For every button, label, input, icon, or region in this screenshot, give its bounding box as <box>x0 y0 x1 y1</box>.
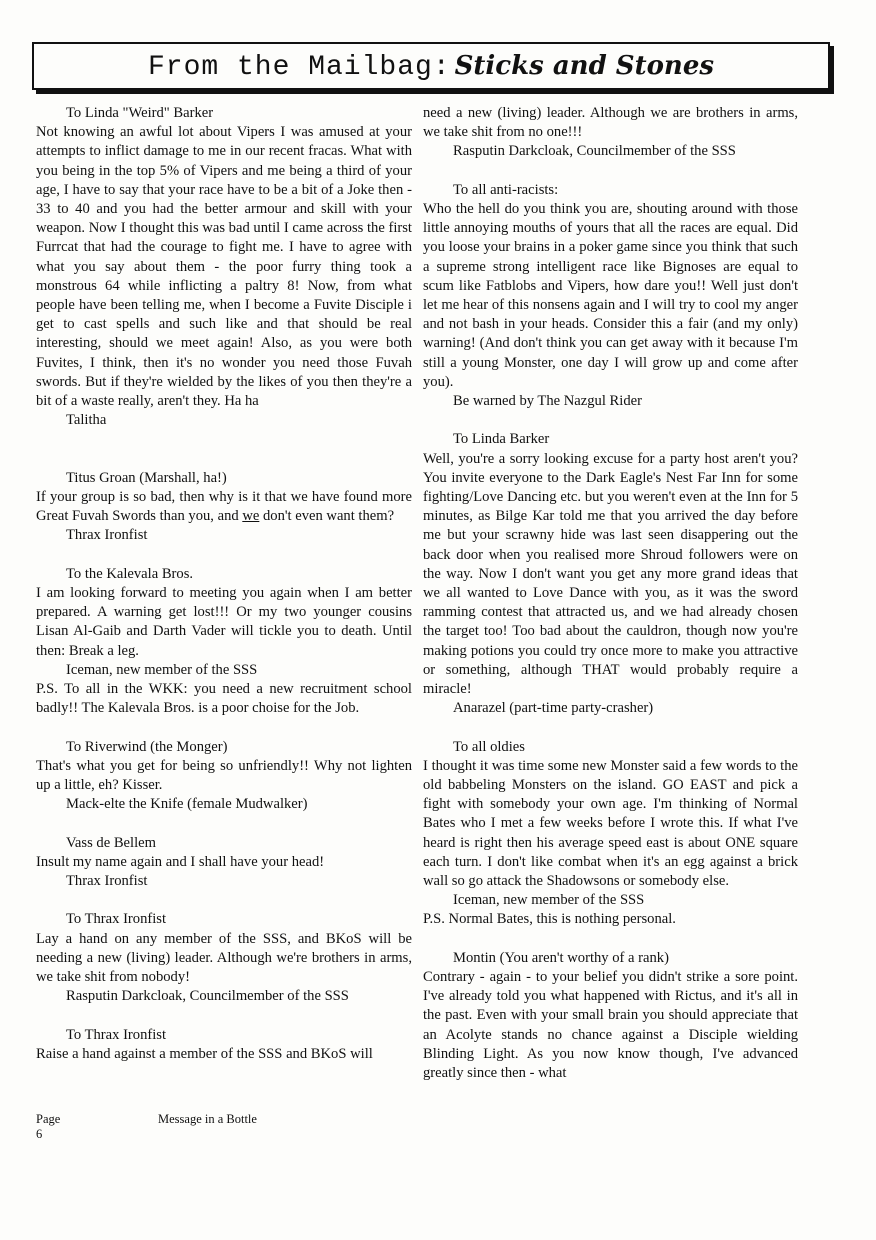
letter-signature: Iceman, new member of the SSS <box>66 661 258 678</box>
letter-body: Lay a hand on any member of the SSS, and BKoS will be needing a new (living) leader. Although we're brothers in arms, we take shit from nobody! <box>36 930 412 986</box>
letter-body: Not knowing an awful lot about Vipers I was amused at your attempts to inflict damage to me in our recent fracas. What with you being in the top 5% of Vipers and me being a third of your age, I have to say that your race have to be a bit of a Joke then - 33 to 40 and you had the better armour and skill with your weapon. Now I thought this was bad until I came across the first Furrcat that had the courage to fight me. I have to agree with what you say about them - the poor furry thing took a monstrous 64 while inflicting a paltry 8! Now, from what people have been telling me, when I become a Fuvite Disciple i get to cast spells and such like and that should be real interesting, should we meet again! Also, as you were both Fuvites, I think, then it's no wonder you need those Fuvah swords. But if they're wielded by the likes of you then they're a bit of a waste really, aren't they. Ha ha <box>36 124 412 410</box>
header-title-mono: From the Mailbag: <box>147 52 451 83</box>
letter-signature: Be warned by The Nazgul Rider <box>453 393 642 410</box>
letter-salutation: Vass de Bellem <box>66 834 156 851</box>
letter-body: need a new (living) leader. Although we are brothers in arms, we take shit from no one!!! <box>423 105 798 141</box>
letter-postscript: P.S. To all in the WKK: you need a new recruitment school badly!! The Kalevala Bros. is a poor choise for the Job. <box>36 681 412 717</box>
letter-signature: Mack-elte the Knife (female Mudwalker) <box>66 796 308 813</box>
right-column <box>423 104 798 1083</box>
letter-body: If your group is so bad, then why is it that we have found more Great Fuvah Swords than you, and we don't even want them? <box>36 489 412 525</box>
letter-salutation: To Thrax Ironfist <box>66 1026 167 1043</box>
letter-signature: Thrax Ironfist <box>66 873 148 890</box>
letter-salutation: Titus Groan (Marshall, ha!) <box>66 469 227 486</box>
letter-body: I thought it was time some new Monster said a few words to the old babbeling Monsters on the island. GO EAST and pick a fight with somebody your own age. I'm thinking of Normal Bates who I met a few weeks before I wrote this. If what I've heard is right then his average speed east is about ONE square each turn. I don't like combat when it's an egg against a brick wall so go attack the Shadowsons or somebody else. <box>423 757 798 890</box>
letter-signature: Iceman, new member of the SSS <box>453 892 645 909</box>
letter-salutation: To Thrax Ironfist <box>66 911 167 928</box>
letter-salutation: To Riverwind (the Monger) <box>66 738 228 755</box>
letter-body: Contrary - again - to your belief you didn't strike a sore point. I've already told you what happened with Rictus, and it's all in the past. Even with your small brain you should appreciate that an Acolyte stands no chance against a Disciple wielding Blinding Light. As you now know though, I've advanced greatly since then - what <box>423 969 798 1082</box>
letter-body: Insult my name again and I shall have your head! <box>36 853 325 870</box>
letter-salutation: To Linda Barker <box>453 431 550 448</box>
page-header <box>32 42 830 90</box>
letter-salutation: To all oldies <box>453 738 525 755</box>
left-column <box>36 104 412 1064</box>
letter-body: I am looking forward to meeting you again when I am better prepared. A warning get lost!!! Or my two younger cousins Lisan Al-Gaib and Darth Vader will tickle you to death. Until then: Break a leg. <box>36 585 412 659</box>
publication-name: Message in a Bottle <box>158 1112 257 1126</box>
letter-signature: Rasputin Darkcloak, Councilmember of the SSS <box>66 988 349 1005</box>
letter-body: Who the hell do you think you are, shouting around with those little annoying mouths of yours that all the races are equal. Did you loose your brains in a poker game since you think that such a supreme strong intelligent race like Bignoses are equal to scum like Fatblobs and Vipers, how dare you!! Well just don't let me hear of this nonsens again and I will try to cool my anger and not bash in your heads. Consider this a fair (and my only) warning! (And don't think you can get away with it because I'm still a young Monster, one day I will grow up and come after you). <box>423 201 798 390</box>
letter-body: Well, you're a sorry looking excuse for a party host aren't you? You invite everyone to the Dark Eagle's Nest Far Inn for some fighting/Love Dancing etc. but you weren't even at the Inn for 5 minutes, as Bilge Kar told me that you arrived the day before me but your scrawny hide was last seen disappering out the back door when you realised more Shroud followers were on the way. Now I don't want you get any more grand ideas that we all wanted to Love Dance with you, as it was the sword ramming contest that attracted us, and we had already chosen the target too! Too bad about the cauldron, though now you're making potions you could try once more to make you attractive or something, although THAT would probably require a miracle! <box>423 450 798 698</box>
letter-signature: Thrax Ironfist <box>66 527 148 544</box>
letter-body: That's what you get for being so unfriendly!! Why not lighten up a little, eh? Kisser. <box>36 757 412 794</box>
letter-signature: Talitha <box>66 412 107 429</box>
header-title-decorative: Sticks and Stones <box>454 51 715 81</box>
letter-salutation: To the Kalevala Bros. <box>66 565 194 582</box>
letter-salutation: Montin (You aren't worthy of a rank) <box>453 949 669 966</box>
letter-body: Raise a hand against a member of the SSS and BKoS will <box>36 1045 373 1062</box>
letter-salutation: To all anti-racists: <box>453 181 559 198</box>
letter-salutation: To Linda "Weird" Barker <box>66 105 214 121</box>
letter-signature: Rasputin Darkcloak, Councilmember of the SSS <box>453 143 736 160</box>
letter-signature: Anarazel (part-time party-crasher) <box>453 700 654 717</box>
letter-postscript: P.S. Normal Bates, this is nothing personal. <box>423 911 676 928</box>
page-number: Page 6 <box>36 1112 61 1141</box>
